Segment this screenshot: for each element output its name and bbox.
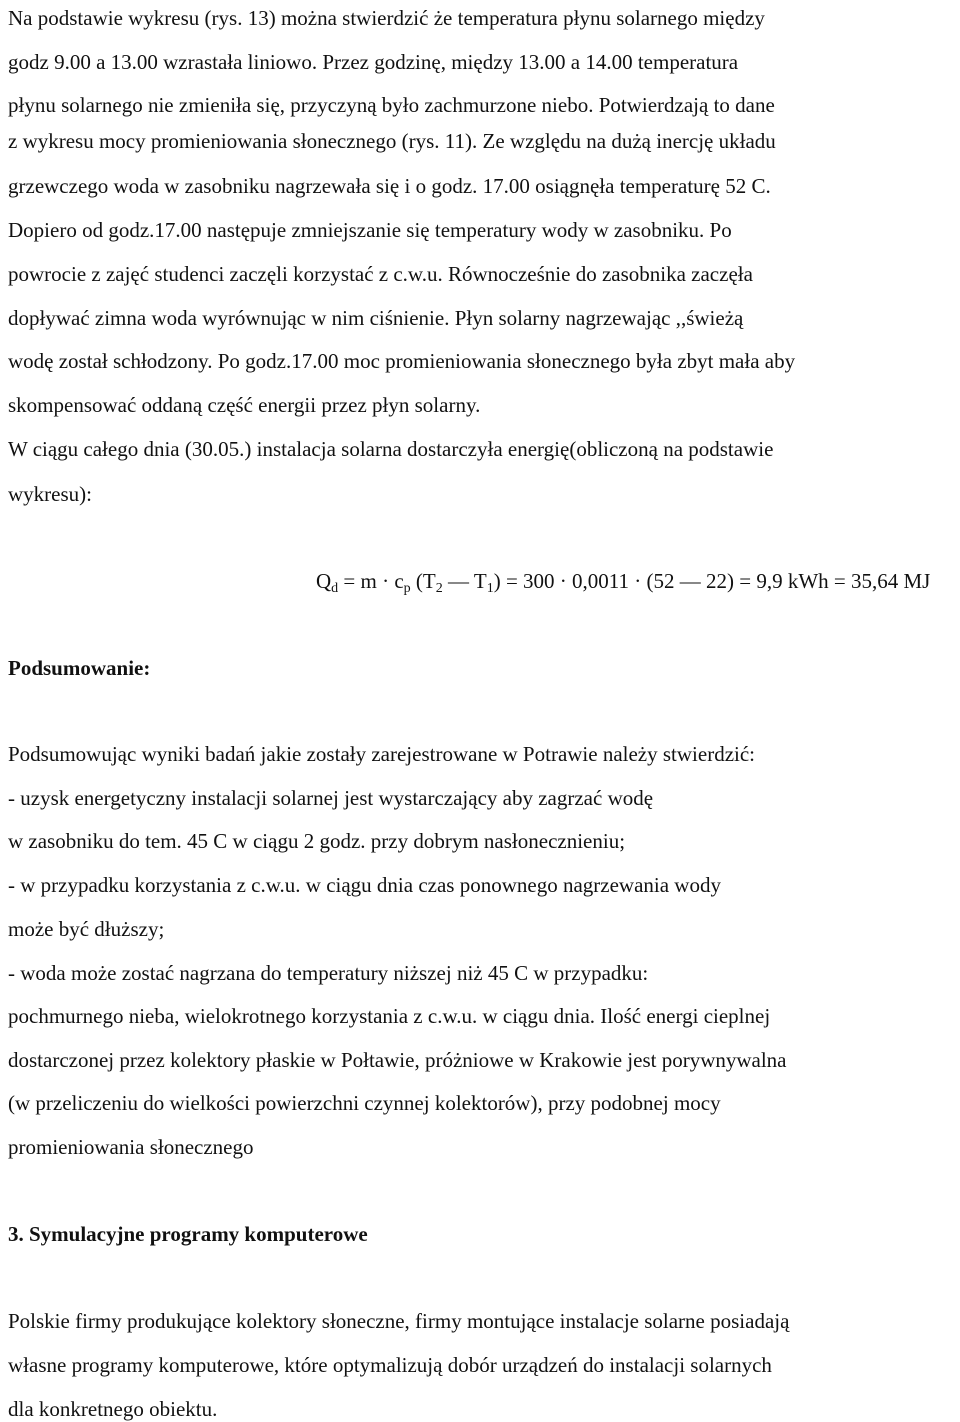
text-line: powrocie z zajęć studenci zaczęli korzystać z c.w.u. Równocześnie do zasobnika zaczęła — [8, 262, 753, 286]
text-line: płynu solarnego nie zmieniła się, przyczyną było zachmurzone niebo. Potwierdzają to dane — [8, 93, 775, 117]
formula-part: = m · c — [338, 569, 404, 593]
text-line: Polskie firmy produkujące kolektory słoneczne, firmy montujące instalacje solarne posiadają — [8, 1309, 790, 1333]
text-line: dopływać zimna woda wyrównując w nim ciśnienie. Płyn solarny nagrzewając ,,świeżą — [8, 306, 744, 330]
formula-part: — T — [442, 569, 487, 593]
text-line: dostarczonej przez kolektory płaskie w Połtawie, próżniowe w Krakowie jest porywnywalna — [8, 1048, 787, 1072]
list-item: - uzysk energetyczny instalacji solarnej jest wystarczający aby zagrzać wodę — [8, 786, 654, 810]
text-line: pochmurnego nieba, wielokrotnego korzystania z c.w.u. w ciągu dnia. Ilość energi cieplnej — [8, 1004, 771, 1028]
formula-c-subscript: p — [403, 581, 411, 596]
text-line: godz 9.00 a 13.00 wzrastała liniowo. Przez godzinę, między 13.00 a 14.00 temperatura — [8, 50, 739, 74]
text-line: Dopiero od godz.17.00 następuje zmniejszanie się temperatury wody w zasobniku. Po — [8, 218, 732, 242]
formula-q-subscript: d — [331, 581, 339, 596]
text-line: wykresu): — [8, 482, 92, 506]
text-line: skompensować oddaną część energii przez płyn solarny. — [8, 393, 481, 417]
summary-heading: Podsumowanie: — [8, 656, 151, 680]
text-line: w zasobniku do tem. 45 C w ciągu 2 godz. przy dobrym nasłonecznieniu; — [8, 829, 626, 853]
text-line: promieniowania słonecznego — [8, 1135, 254, 1159]
text-line: W ciągu całego dnia (30.05.) instalacja solarna dostarczyła energię(obliczoną na podstawie — [8, 437, 774, 461]
formula-t2-subscript: 2 — [435, 581, 443, 596]
formula-part: ) = 300 · 0,0011 · (52 — 22) = 9,9 kWh = 35,64 MJ — [493, 569, 931, 593]
text-line: dla konkretnego obiektu. — [8, 1397, 218, 1421]
text-line: wodę został schłodzony. Po godz.17.00 moc promieniowania słonecznego była zbyt mała aby — [8, 349, 796, 373]
list-item: - w przypadku korzystania z c.w.u. w ciągu dnia czas ponownego nagrzewania wody — [8, 873, 721, 897]
formula-t1-subscript: 1 — [486, 581, 494, 596]
section-heading: 3. Symulacyjne programy komputerowe — [8, 1222, 368, 1246]
text-line: (w przeliczeniu do wielkości powierzchni czynnej kolektorów), przy podobnej mocy — [8, 1091, 721, 1115]
text-line: własne programy komputerowe, które optymalizują dobór urządzeń do instalacji solarnych — [8, 1353, 772, 1377]
formula-q: Q — [316, 569, 332, 593]
text-line: z wykresu mocy promieniowania słonecznego (rys. 11). Ze względu na dużą inercję układu — [8, 129, 776, 153]
formula-part: (T — [410, 569, 436, 593]
list-item: - woda może zostać nagrzana do temperatury niższej niż 45 C w przypadku: — [8, 961, 649, 985]
text-line: może być dłuższy; — [8, 917, 165, 941]
text-line: Na podstawie wykresu (rys. 13) można stwierdzić że temperatura płynu solarnego między — [8, 6, 765, 30]
text-line: grzewczego woda w zasobniku nagrzewała się i o godz. 17.00 osiągnęła temperaturę 52 C. — [8, 174, 771, 198]
text-line: Podsumowując wyniki badań jakie zostały zarejestrowane w Potrawie należy stwierdzić: — [8, 742, 756, 766]
energy-formula — [316, 566, 930, 596]
